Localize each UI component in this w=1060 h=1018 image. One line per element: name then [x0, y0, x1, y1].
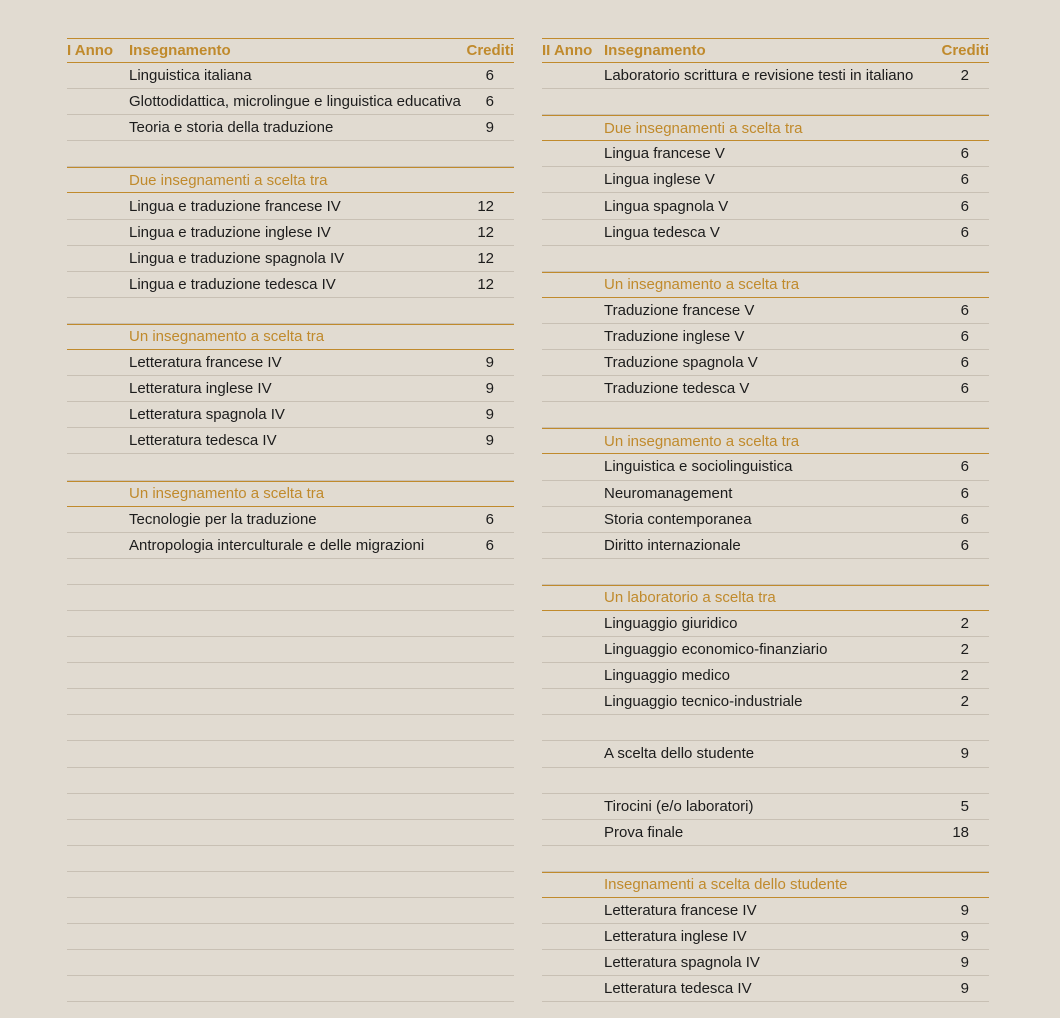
blank-row	[67, 559, 514, 585]
credits-cell: 6	[485, 510, 494, 528]
group-heading-row	[542, 872, 989, 898]
table-row	[67, 533, 514, 559]
group-heading: Un insegnamento a scelta tra	[129, 328, 325, 346]
group-heading-row	[67, 167, 514, 193]
credits-cell: 9	[960, 745, 969, 763]
table-row	[542, 63, 989, 89]
group-heading-row	[67, 324, 514, 350]
credits-cell: 6	[960, 354, 969, 372]
credits-cell: 6	[960, 301, 969, 319]
course-name: Neuromanagement	[604, 484, 733, 502]
course-column-header: Insegnamento	[129, 42, 231, 59]
group-heading-row	[542, 272, 989, 298]
table-row	[67, 428, 514, 454]
group-heading-row	[542, 585, 989, 611]
table-row	[542, 794, 989, 820]
credits-cell: 2	[960, 615, 969, 633]
table-row	[542, 741, 989, 767]
course-name: Lingua spagnola V	[604, 197, 729, 215]
blank-row	[67, 663, 514, 689]
course-name: Linguaggio tecnico-industriale	[604, 693, 803, 711]
course-name: Linguaggio medico	[604, 667, 730, 685]
blank-row	[67, 820, 514, 846]
credits-cell: 6	[960, 327, 969, 345]
credits-cell: 6	[485, 67, 494, 85]
table-row	[542, 898, 989, 924]
course-name: Lingua e traduzione francese IV	[129, 197, 341, 215]
credits-cell: 9	[485, 432, 494, 450]
course-name: Tirocini (e/o laboratori)	[604, 797, 754, 815]
credits-cell: 6	[960, 458, 969, 476]
credits-cell: 18	[952, 823, 969, 841]
course-name: Letteratura francese IV	[129, 354, 282, 372]
credits-cell: 9	[960, 928, 969, 946]
table-row	[67, 272, 514, 298]
course-name: A scelta dello studente	[604, 745, 755, 763]
credits-cell: 6	[960, 171, 969, 189]
table-row	[542, 167, 989, 193]
credits-cell: 2	[960, 667, 969, 685]
table-row	[542, 220, 989, 246]
table-row	[542, 924, 989, 950]
credits-cell: 6	[960, 197, 969, 215]
course-name: Prova finale	[604, 823, 684, 841]
blank-row	[67, 846, 514, 872]
blank-row	[542, 402, 989, 428]
course-name: Letteratura inglese IV	[604, 928, 747, 946]
course-name: Tecnologie per la traduzione	[129, 510, 317, 528]
course-name: Linguaggio economico-finanziario	[604, 641, 828, 659]
blank-row	[67, 298, 514, 324]
course-name: Letteratura inglese IV	[129, 380, 272, 398]
blank-row	[67, 141, 514, 167]
blank-row	[67, 741, 514, 767]
table-row	[542, 663, 989, 689]
table-row	[67, 89, 514, 115]
credits-cell: 6	[960, 484, 969, 502]
course-name: Traduzione francese V	[604, 301, 755, 319]
table-row	[542, 611, 989, 637]
credits-cell: 12	[477, 275, 494, 293]
table-row	[542, 507, 989, 533]
table-row	[542, 820, 989, 846]
credits-cell: 9	[485, 406, 494, 424]
table-row	[542, 637, 989, 663]
course-name: Laboratorio scrittura e revisione testi in italiano	[604, 67, 914, 85]
group-heading-row	[542, 428, 989, 454]
group-heading: Un insegnamento a scelta tra	[604, 432, 800, 450]
course-column-header: Insegnamento	[604, 42, 706, 59]
table-row	[67, 376, 514, 402]
credits-cell: 2	[960, 641, 969, 659]
credits-cell: 6	[485, 536, 494, 554]
blank-row	[542, 768, 989, 794]
group-heading-row	[542, 115, 989, 141]
table-row	[67, 507, 514, 533]
table-row	[542, 481, 989, 507]
year-header: II Anno	[542, 42, 593, 59]
credits-cell: 6	[960, 380, 969, 398]
blank-row	[67, 454, 514, 480]
course-name: Lingua tedesca V	[604, 223, 720, 241]
credits-cell: 9	[960, 902, 969, 920]
blank-row	[542, 846, 989, 872]
credits-cell: 9	[960, 980, 969, 998]
table-header	[542, 38, 989, 63]
blank-row	[67, 950, 514, 976]
blank-row	[67, 872, 514, 898]
credits-cell: 9	[485, 380, 494, 398]
course-name: Storia contemporanea	[604, 510, 752, 528]
table-row	[542, 950, 989, 976]
course-name: Linguaggio giuridico	[604, 615, 738, 633]
table-row	[67, 402, 514, 428]
second-year-table	[542, 38, 989, 1002]
course-name: Antropologia interculturale e delle migrazioni	[129, 536, 425, 554]
course-name: Teoria e storia della traduzione	[129, 119, 334, 137]
credits-cell: 6	[960, 145, 969, 163]
blank-row	[67, 794, 514, 820]
course-name: Letteratura spagnola IV	[129, 406, 285, 424]
course-name: Diritto internazionale	[604, 536, 741, 554]
course-name: Traduzione tedesca V	[604, 380, 750, 398]
course-name: Lingua e traduzione spagnola IV	[129, 249, 345, 267]
credits-cell: 9	[960, 954, 969, 972]
table-row	[67, 193, 514, 219]
course-name: Lingua e traduzione inglese IV	[129, 223, 331, 241]
table-row	[67, 350, 514, 376]
credits-cell: 6	[960, 223, 969, 241]
credits-cell: 6	[485, 93, 494, 111]
table-row	[542, 324, 989, 350]
credits-cell: 2	[960, 693, 969, 711]
group-heading: Insegnamenti a scelta dello studente	[604, 876, 848, 894]
course-name: Lingua francese V	[604, 145, 725, 163]
credits-cell: 5	[960, 797, 969, 815]
table-row	[67, 220, 514, 246]
blank-row	[67, 585, 514, 611]
table-row	[542, 350, 989, 376]
credits-column-header: Crediti	[941, 42, 989, 59]
blank-row	[542, 715, 989, 741]
blank-row	[67, 689, 514, 715]
credits-cell: 12	[477, 249, 494, 267]
course-name: Lingua inglese V	[604, 171, 715, 189]
blank-row	[542, 89, 989, 115]
blank-row	[542, 559, 989, 585]
course-name: Linguistica e sociolinguistica	[604, 458, 793, 476]
table-row	[542, 376, 989, 402]
blank-row	[67, 898, 514, 924]
blank-row	[67, 924, 514, 950]
group-heading: Un insegnamento a scelta tra	[604, 276, 800, 294]
course-name: Letteratura spagnola IV	[604, 954, 760, 972]
credits-cell: 9	[485, 354, 494, 372]
blank-row	[67, 976, 514, 1002]
blank-row	[67, 611, 514, 637]
course-name: Lingua e traduzione tedesca IV	[129, 275, 336, 293]
table-row	[542, 298, 989, 324]
blank-row	[67, 637, 514, 663]
blank-row	[67, 768, 514, 794]
blank-row	[67, 715, 514, 741]
course-name: Linguistica italiana	[129, 67, 252, 85]
first-year-table	[67, 38, 514, 1002]
table-body	[67, 63, 514, 1002]
table-row	[542, 454, 989, 480]
table-row	[67, 246, 514, 272]
credits-cell: 6	[960, 536, 969, 554]
credits-cell: 12	[477, 223, 494, 241]
table-row	[542, 976, 989, 1002]
group-heading: Due insegnamenti a scelta tra	[129, 171, 328, 189]
table-row	[542, 533, 989, 559]
blank-row	[542, 246, 989, 272]
course-name: Letteratura francese IV	[604, 902, 757, 920]
table-row	[67, 115, 514, 141]
credits-cell: 9	[485, 119, 494, 137]
credits-cell: 12	[477, 197, 494, 215]
course-name: Letteratura tedesca IV	[129, 432, 277, 450]
table-body	[542, 63, 989, 1002]
course-name: Traduzione inglese V	[604, 327, 745, 345]
credits-cell: 2	[960, 67, 969, 85]
group-heading: Un laboratorio a scelta tra	[604, 589, 776, 607]
group-heading-row	[67, 481, 514, 507]
table-row	[542, 141, 989, 167]
course-name: Letteratura tedesca IV	[604, 980, 752, 998]
credits-column-header: Crediti	[466, 42, 514, 59]
table-row	[542, 193, 989, 219]
table-header	[67, 38, 514, 63]
course-name: Traduzione spagnola V	[604, 354, 758, 372]
table-row	[67, 63, 514, 89]
group-heading: Un insegnamento a scelta tra	[129, 485, 325, 503]
course-name: Glottodidattica, microlingue e linguistica educativa	[129, 93, 461, 111]
year-header: I Anno	[67, 42, 114, 59]
table-row	[542, 689, 989, 715]
credits-cell: 6	[960, 510, 969, 528]
group-heading: Due insegnamenti a scelta tra	[604, 119, 803, 137]
